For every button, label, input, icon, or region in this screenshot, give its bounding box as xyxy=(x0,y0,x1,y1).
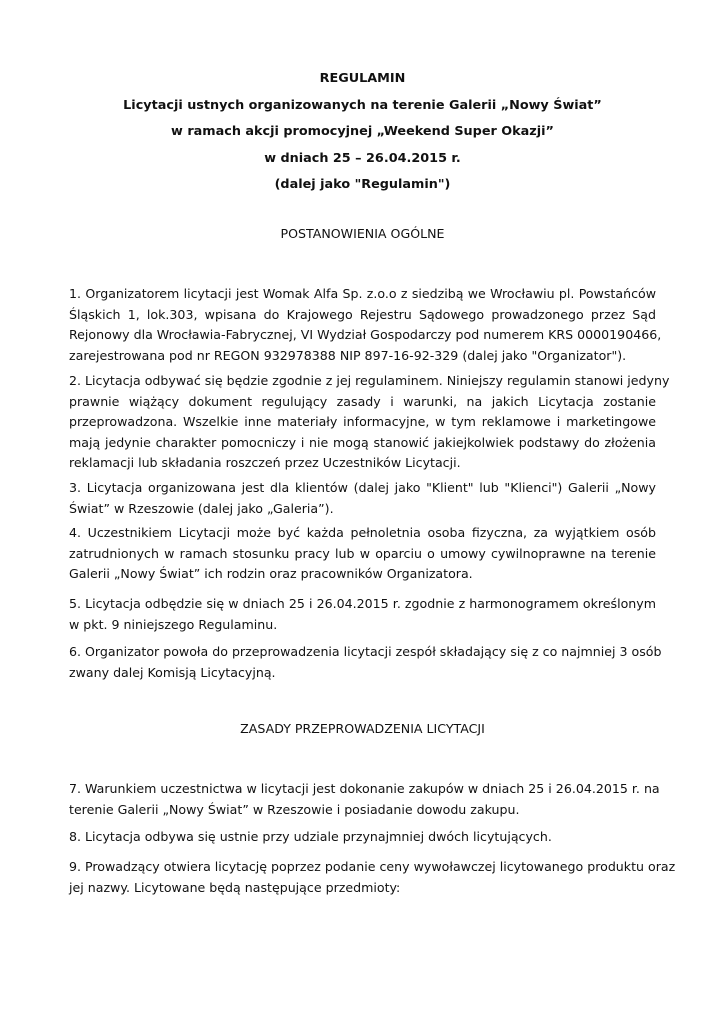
text-line: Galerii „Nowy Świat” ich rodzin oraz pracowników Organizatora. xyxy=(69,566,473,582)
document-alias: (dalej jako "Regulamin") xyxy=(274,177,451,192)
text-line: Świat” w Rzeszowie (dalej jako „Galeria”). xyxy=(69,500,334,516)
text-line: prawnie wiążący dokument regulujący zasady i warunki, na jakich Licytacja zostanie xyxy=(69,393,656,409)
document-title: REGULAMIN xyxy=(319,71,406,86)
paragraph-7 xyxy=(69,779,660,820)
paragraph-5 xyxy=(69,594,656,635)
paragraph-9 xyxy=(69,857,676,898)
event-dates: w dniach 25 – 26.04.2015 r. xyxy=(264,150,461,166)
text-line: 7. Warunkiem uczestnictwa w licytacji jest dokonanie zakupów w dniach 25 i 26.04.2015 r. na xyxy=(69,781,660,796)
text-line: 3. Licytacja organizowana jest dla klientów (dalej jako "Klient" lub "Klienci") Galerii „Nowy xyxy=(69,480,656,495)
text-line: zatrudnionych w ramach stosunku pracy lub w oparciu o umowy cywilnoprawne na terenie xyxy=(69,545,656,561)
text-line: zwany dalej Komisją Licytacyjną. xyxy=(69,664,276,680)
document-subtitle: Licytacji ustnych organizowanych na terenie Galerii „Nowy Świat” xyxy=(123,97,602,113)
document-header xyxy=(60,66,665,199)
section-heading-general: POSTANOWIENIA OGÓLNE xyxy=(280,226,445,241)
text-line: Rejonowy dla Wrocławia-Fabrycznej, VI Wydział Gospodarczy pod numerem KRS 0000190466, xyxy=(69,327,662,343)
text-line: terenie Galerii „Nowy Świat” w Rzeszowie i posiadanie dowodu zakupu. xyxy=(69,801,520,817)
paragraph-2 xyxy=(69,371,670,474)
section-heading-rules: ZASADY PRZEPROWADZENIA LICYTACJI xyxy=(240,721,485,736)
paragraph-6 xyxy=(69,642,662,683)
text-line: zarejestrowana pod nr REGON 932978388 NIP 897-16-92-329 (dalej jako "Organizator"). xyxy=(69,347,627,363)
paragraph-4 xyxy=(69,523,656,585)
paragraph-1 xyxy=(69,284,662,366)
text-line: 1. Organizatorem licytacji jest Womak Alfa Sp. z.o.o z siedzibą we Wrocławiu pl. Powstańców xyxy=(69,286,656,301)
text-line: 5. Licytacja odbędzie się w dniach 25 i 26.04.2015 r. zgodnie z harmonogramem określonym xyxy=(69,596,656,611)
paragraph-3 xyxy=(69,478,656,519)
text-line: 8. Licytacja odbywa się ustnie przy udziale przynajmniej dwóch licytujących. xyxy=(69,829,552,844)
text-line: 9. Prowadzący otwiera licytację poprzez podanie ceny wywoławczej licytowanego produktu oraz xyxy=(69,859,676,874)
text-line: Śląskich 1, lok.303, wpisana do Krajowego Rejestru Sądowego prowadzonego przez Sąd xyxy=(69,306,656,322)
text-line: 6. Organizator powoła do przeprowadzenia licytacji zespół składający się z co najmniej 3 osób xyxy=(69,644,662,659)
paragraph-8 xyxy=(69,827,656,848)
text-line: 4. Uczestnikiem Licytacji może być każda pełnoletnia osoba fizyczna, za wyjątkiem osób xyxy=(69,525,656,540)
promotion-name: w ramach akcji promocyjnej „Weekend Super Okazji” xyxy=(171,124,554,139)
text-line: 2. Licytacja odbywać się będzie zgodnie z jej regulaminem. Niniejszy regulamin stanowi jedyny xyxy=(69,373,670,388)
text-line: w pkt. 9 niniejszego Regulaminu. xyxy=(69,616,278,632)
text-line: przeprowadzona. Wszelkie inne materiały informacyjne, w tym reklamowe i marketingowe xyxy=(69,414,656,430)
text-line: reklamacji lub składania roszczeń przez Uczestników Licytacji. xyxy=(69,455,461,471)
text-line: mają jedynie charakter pomocniczy i nie mogą stanowić jakiejkolwiek podstawy do złożenia xyxy=(69,434,656,450)
text-line: jej nazwy. Licytowane będą następujące przedmioty: xyxy=(69,879,401,895)
